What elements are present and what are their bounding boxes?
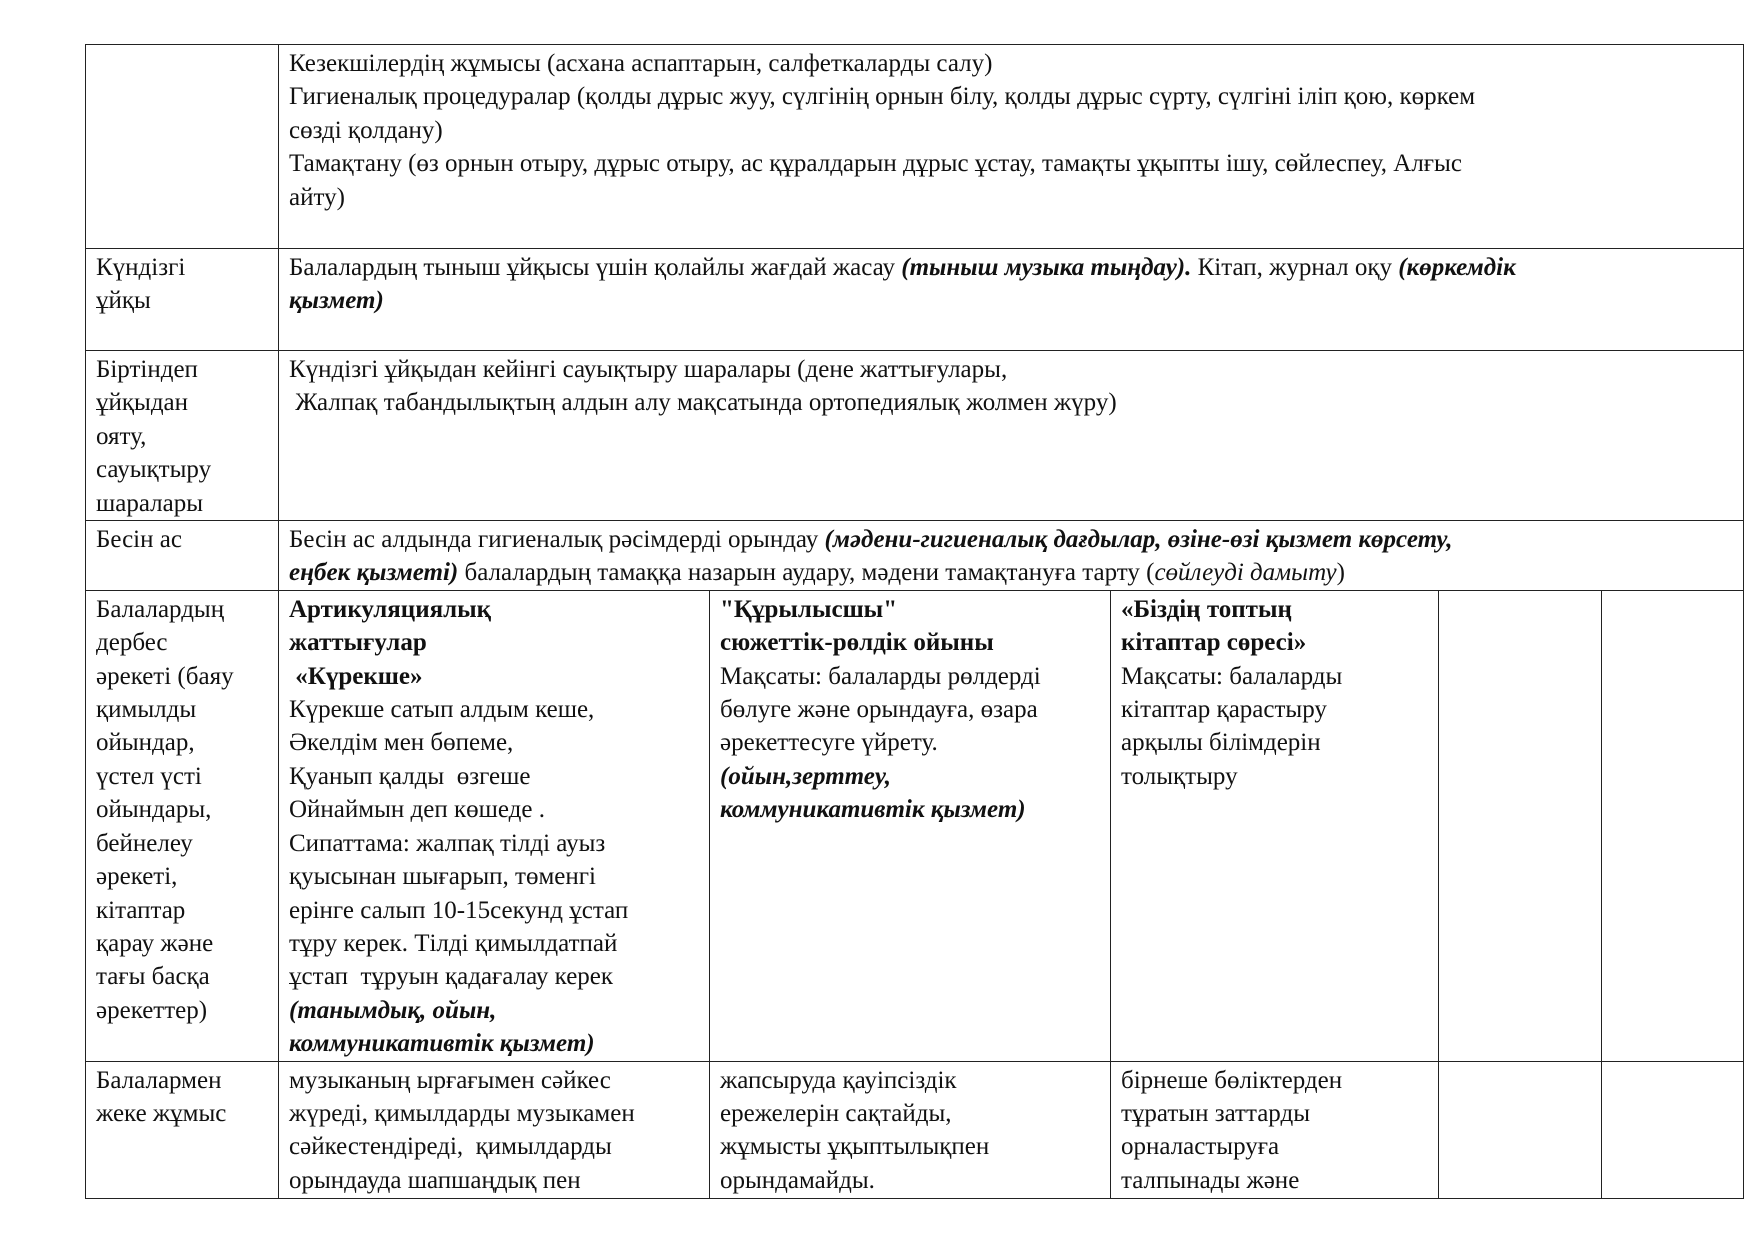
text-line: бірнеше бөліктерден xyxy=(1121,1066,1343,1094)
activity-tag: (танымдық, ойын, xyxy=(289,996,497,1024)
schedule-table xyxy=(85,44,1744,1199)
row-label xyxy=(86,351,279,521)
activity-tag: (ойын,зерттеу, xyxy=(720,762,891,790)
text-line: толықтыру xyxy=(1121,762,1238,790)
text-line: Жалпақ табандылықтың алдын алу мақсатында ортопедиялық жолмен жүру) xyxy=(289,389,1117,417)
label-line: тағы басқа xyxy=(96,963,210,991)
label-line: Күндізгі xyxy=(96,254,186,281)
label-line: Балалармен xyxy=(96,1066,222,1094)
activity-title: «Біздің топтың xyxy=(1121,595,1292,623)
row-label xyxy=(86,1061,279,1198)
text-line: Қуанып қалды өзгеше xyxy=(289,762,531,790)
meals-content xyxy=(279,45,1744,249)
book-shelf-cell xyxy=(1111,590,1439,1061)
label-line: қимылды xyxy=(96,696,197,724)
individual-work-cell xyxy=(710,1061,1111,1198)
label-line: үстел үсті xyxy=(96,762,202,790)
text-line: кітаптар қарастыру xyxy=(1121,696,1327,724)
day-sleep-content xyxy=(279,249,1744,351)
label-line: ойындар, xyxy=(96,729,195,757)
activity-title: жаттығулар xyxy=(289,629,427,657)
text-line: Күндізгі ұйқыдан кейінгі сауықтыру шаралары (дене жаттығулары, xyxy=(289,356,1008,383)
text-line: бөлуге және орындауға, өзара xyxy=(720,696,1038,724)
row-meals xyxy=(86,45,1744,249)
individual-work-cell xyxy=(279,1061,710,1198)
individual-work-cell xyxy=(1111,1061,1439,1198)
articulation-cell xyxy=(279,590,710,1061)
text-line: орналастыруға xyxy=(1121,1133,1280,1161)
label-line: бейнелеу xyxy=(96,829,193,857)
activity-tag: (көркемдік xyxy=(1398,254,1516,281)
text-line: Мақсаты: балаларды xyxy=(1121,662,1343,690)
text-run: балалардың тамаққа назарын аудару, мәдени тамақтануға тарту ( xyxy=(458,559,1155,587)
text-line: Күрекше сатып алдым кеше, xyxy=(289,696,595,724)
text-line: Кезекшілердің жұмысы (асхана аспаптарын, салфеткаларды салу) xyxy=(289,50,993,77)
role-play-cell xyxy=(710,590,1111,1061)
text-run: Кітап, журнал оқу xyxy=(1191,254,1399,281)
text-run: Бесін ас алдында гигиеналық рәсімдерді орындау xyxy=(289,526,825,554)
snack-content xyxy=(279,521,1744,591)
text-line: орындамайды. xyxy=(720,1166,875,1194)
activity-title: сюжеттік-рөлдік ойыны xyxy=(720,629,994,657)
label-line: әрекеті, xyxy=(96,863,178,891)
text-line: Тамақтану (өз орнын отыру, дұрыс отыру, ас құралдарын дұрыс ұстау, тамақты ұқыпты ішу, сөйлеспеу, Алғыс xyxy=(289,150,1462,178)
empty-cell xyxy=(1439,590,1602,1061)
activity-tag: сөйлеуді дамыту xyxy=(1154,559,1337,587)
label-line: Бесін ас xyxy=(96,526,182,554)
text-line xyxy=(289,251,1733,284)
text-line: жүреді, қимылдарды музыкамен xyxy=(289,1099,635,1127)
empty-cell xyxy=(1602,1061,1744,1198)
label-line: кітаптар xyxy=(96,896,186,924)
row-afternoon-snack xyxy=(86,521,1744,591)
text-run: ) xyxy=(1336,559,1345,587)
text-line: әрекеттесуге үйрету. xyxy=(720,729,938,757)
row-independent-activity xyxy=(86,590,1744,1061)
text-line: тұру керек. Тілді қимылдатпай xyxy=(289,929,618,957)
text-line: ұстап тұруын қадағалау керек xyxy=(289,963,614,991)
empty-cell xyxy=(1439,1061,1602,1198)
text-line: орындауда шапшаңдық пен xyxy=(289,1166,581,1194)
activity-tag: еңбек қызметі) xyxy=(289,559,459,587)
text-line: Гигиеналық процедуралар (қолды дұрыс жуу, сүлгінің орнын білу, қолды дұрыс сүрту, сүлгіні іліп қою, көркем xyxy=(289,83,1476,111)
text-line: талпынады және xyxy=(1121,1166,1300,1194)
row-label xyxy=(86,249,279,351)
label-line: сауықтыру xyxy=(96,456,212,484)
label-line: дербес xyxy=(96,629,168,657)
row-day-sleep xyxy=(86,249,1744,351)
label-line: ойындары, xyxy=(96,796,212,824)
activity-tag: коммуникативтік қызмет) xyxy=(289,1030,595,1058)
text-line: музыканың ырғағымен сәйкес xyxy=(289,1066,611,1094)
text-line: Сипаттама: жалпақ тілді ауыз xyxy=(289,829,606,857)
label-line: Балалардың xyxy=(96,595,225,623)
label-line: жеке жұмыс xyxy=(96,1099,227,1127)
activity-tag: қызмет) xyxy=(289,287,384,315)
text-run: Балалардың тыныш ұйқысы үшін қолайлы жағдай жасау xyxy=(289,254,902,281)
label-line: шаралары xyxy=(96,489,204,517)
row-label xyxy=(86,521,279,591)
label-line: әрекеті (баяу xyxy=(96,662,234,690)
activity-title: кітаптар сөресі» xyxy=(1121,629,1307,657)
label-line: Біртіндеп xyxy=(96,356,198,383)
text-line: ережелерін сақтайды, xyxy=(720,1099,952,1127)
row-wakeup xyxy=(86,351,1744,521)
label-line: ұйқы xyxy=(96,287,151,315)
text-line: айту) xyxy=(289,183,345,211)
text-line: тұратын заттарды xyxy=(1121,1099,1310,1127)
wakeup-content xyxy=(279,351,1744,521)
label-line: қарау және xyxy=(96,929,214,957)
empty-cell xyxy=(1602,590,1744,1061)
activity-title: "Құрылысшы" xyxy=(720,595,898,623)
text-line: Әкелдім мен бөпеме, xyxy=(289,729,514,757)
row-label xyxy=(86,590,279,1061)
text-line: ерінге салып 10-15секунд ұстап xyxy=(289,896,629,924)
activity-tag: коммуникативтік қызмет) xyxy=(720,796,1026,824)
text-line xyxy=(289,556,1733,589)
text-line: жұмысты ұқыптылықпен xyxy=(720,1133,990,1161)
text-line: Мақсаты: балаларды рөлдерді xyxy=(720,662,1041,690)
label-line: ұйқыдан xyxy=(96,389,189,417)
row-individual-work xyxy=(86,1061,1744,1198)
text-line: сәйкестендіреді, қимылдарды xyxy=(289,1133,612,1161)
text-line: сөзді қолдану) xyxy=(289,116,443,144)
row-label-empty xyxy=(86,45,279,249)
activity-title: «Күрекше» xyxy=(289,662,423,690)
text-line xyxy=(289,523,1733,556)
text-line: қуысынан шығарып, төменгі xyxy=(289,863,596,891)
label-line: әрекеттер) xyxy=(96,996,208,1024)
activity-title: Артикуляциялық xyxy=(289,595,492,623)
text-line: жапсыруда қауіпсіздік xyxy=(720,1066,957,1094)
text-line: Ойнаймын деп көшеде . xyxy=(289,796,545,824)
activity-tag: (мәдени-гигиеналық дағдылар, өзіне-өзі қызмет көрсету, xyxy=(824,526,1453,554)
label-line: ояту, xyxy=(96,422,147,450)
text-line: арқылы білімдерін xyxy=(1121,729,1321,757)
activity-tag: (тыныш музыка тыңдау). xyxy=(901,254,1192,281)
